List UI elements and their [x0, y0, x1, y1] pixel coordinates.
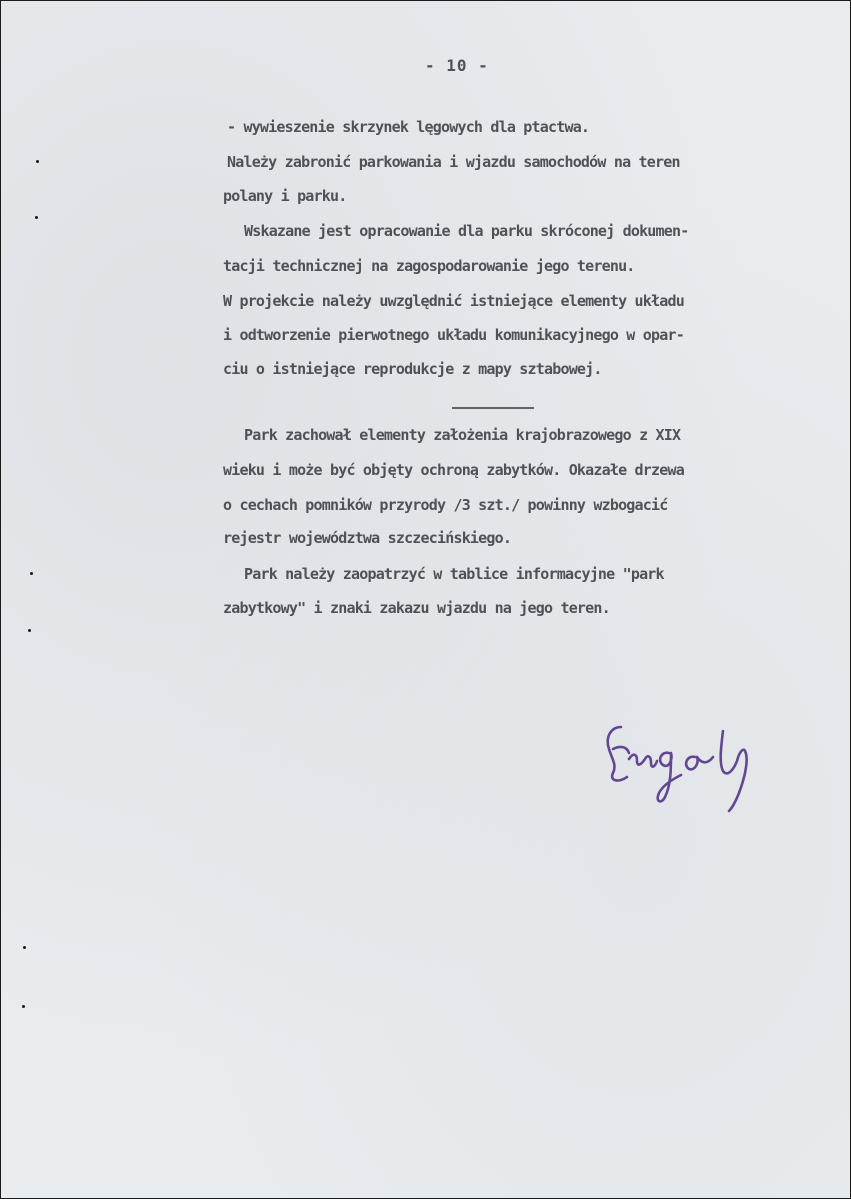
margin-dot: [36, 160, 39, 163]
text-line-11: o cechach pomników przyrody /3 szt./ powinny wzbogacić: [223, 496, 668, 514]
text-line-3: polany i parku.: [223, 187, 347, 205]
margin-dot: [30, 572, 33, 575]
margin-dot: [28, 629, 31, 632]
handwritten-signature: [599, 713, 769, 813]
text-line-10: wieku i może być objęty ochroną zabytków. Okazałe drzewa: [223, 461, 684, 479]
text-line-13: Park należy zaopatrzyć w tablice informacyjne "park: [244, 565, 664, 583]
text-line-8: ciu o istniejące reprodukcje z mapy sztabowej.: [223, 360, 602, 378]
text-line-9: Park zachował elementy założenia krajobrazowego z XIX: [244, 426, 681, 444]
text-line-1: - wywieszenie skrzynek lęgowych dla ptactwa.: [227, 118, 590, 136]
page-number: - 10 -: [425, 56, 489, 75]
text-line-6: W projekcie należy uwzględnić istniejące elementy układu: [223, 292, 684, 310]
text-line-14: zabytkowy" i znaki zakazu wjazdu na jego teren.: [223, 599, 610, 617]
text-line-2: Należy zabronić parkowania i wjazdu samochodów na teren: [227, 153, 680, 171]
margin-dot: [23, 946, 26, 949]
text-line-12: rejestr województwa szczecińskiego.: [223, 529, 512, 547]
text-line-7: i odtworzenie pierwotnego układu komunikacyjnego w opar-: [223, 326, 684, 344]
text-line-4: Wskazane jest opracowanie dla parku skróconej dokumen-: [244, 222, 689, 240]
margin-dot: [35, 216, 38, 219]
margin-dot: [22, 1005, 25, 1008]
text-line-5: tacji technicznej na zagospodarowanie jego terenu.: [223, 257, 635, 275]
section-divider: [452, 407, 534, 409]
